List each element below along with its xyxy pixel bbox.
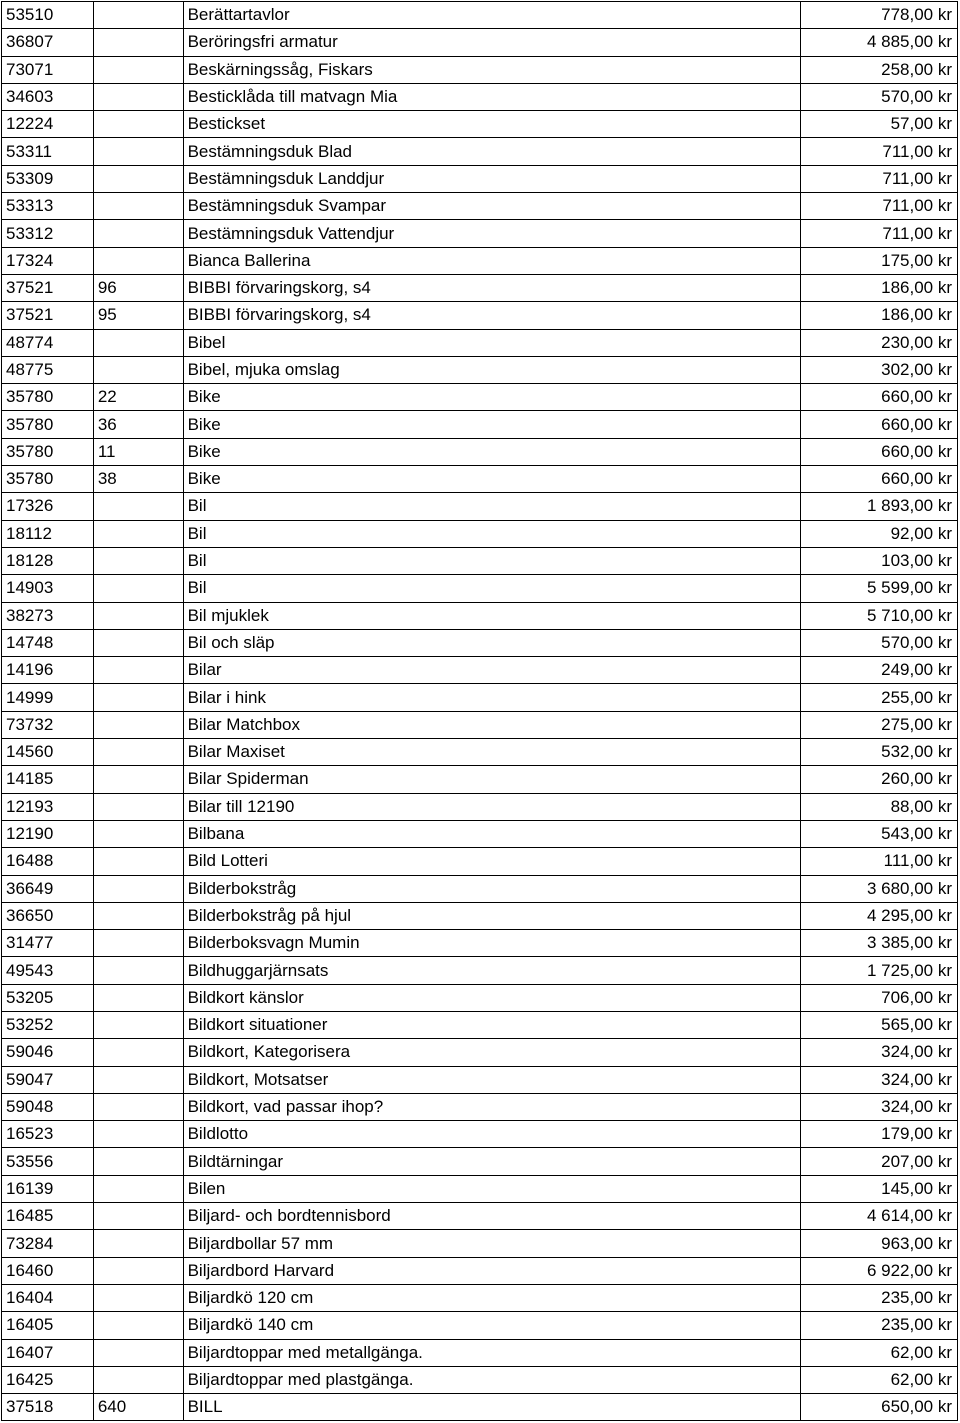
- price-cell: 92,00 kr: [801, 520, 958, 547]
- article-number-cell: 17324: [2, 247, 94, 274]
- table-row: [2, 1066, 958, 1093]
- product-name-cell: Biljardkö 120 cm: [183, 1284, 801, 1311]
- product-name-cell: Bildkort, Motsatser: [183, 1066, 801, 1093]
- article-number-cell: 59047: [2, 1066, 94, 1093]
- variant-cell: 640: [93, 1394, 183, 1421]
- article-number-cell: 53252: [2, 1011, 94, 1038]
- variant-cell: [93, 1203, 183, 1230]
- article-number-cell: 59048: [2, 1093, 94, 1120]
- variant-cell: [93, 1366, 183, 1393]
- product-name-cell: Bildkort, Kategorisera: [183, 1039, 801, 1066]
- variant-cell: 11: [93, 438, 183, 465]
- variant-cell: [93, 575, 183, 602]
- table-row: [2, 520, 958, 547]
- product-name-cell: Berättartavlor: [183, 2, 801, 29]
- price-cell: 57,00 kr: [801, 111, 958, 138]
- article-number-cell: 14999: [2, 684, 94, 711]
- variant-cell: [93, 111, 183, 138]
- table-row: [2, 1093, 958, 1120]
- article-number-cell: 16405: [2, 1312, 94, 1339]
- table-row: [2, 575, 958, 602]
- price-cell: 565,00 kr: [801, 1011, 958, 1038]
- table-row: [2, 875, 958, 902]
- variant-cell: [93, 684, 183, 711]
- table-row: [2, 1312, 958, 1339]
- table-row: [2, 1394, 958, 1421]
- table-row: [2, 83, 958, 110]
- variant-cell: [93, 1093, 183, 1120]
- variant-cell: [93, 657, 183, 684]
- table-row: [2, 1203, 958, 1230]
- article-number-cell: 16485: [2, 1203, 94, 1230]
- price-cell: 4 885,00 kr: [801, 29, 958, 56]
- variant-cell: [93, 711, 183, 738]
- product-name-cell: Bildlotto: [183, 1121, 801, 1148]
- article-number-cell: 37518: [2, 1394, 94, 1421]
- article-number-cell: 12193: [2, 793, 94, 820]
- article-number-cell: 16488: [2, 848, 94, 875]
- article-number-cell: 53312: [2, 220, 94, 247]
- table-row: [2, 193, 958, 220]
- article-number-cell: 14185: [2, 766, 94, 793]
- article-number-cell: 37521: [2, 302, 94, 329]
- product-name-cell: Bestämningsduk Svampar: [183, 193, 801, 220]
- product-name-cell: Besticklåda till matvagn Mia: [183, 83, 801, 110]
- article-number-cell: 18128: [2, 547, 94, 574]
- product-name-cell: Bildkort situationer: [183, 1011, 801, 1038]
- table-row: [2, 138, 958, 165]
- price-cell: 207,00 kr: [801, 1148, 958, 1175]
- article-number-cell: 35780: [2, 466, 94, 493]
- price-cell: 260,00 kr: [801, 766, 958, 793]
- variant-cell: [93, 1121, 183, 1148]
- variant-cell: [93, 902, 183, 929]
- variant-cell: [93, 1066, 183, 1093]
- table-row: [2, 329, 958, 356]
- variant-cell: [93, 83, 183, 110]
- price-cell: 778,00 kr: [801, 2, 958, 29]
- price-cell: 570,00 kr: [801, 629, 958, 656]
- article-number-cell: 14560: [2, 739, 94, 766]
- product-name-cell: Bilderbokstråg: [183, 875, 801, 902]
- variant-cell: [93, 220, 183, 247]
- price-cell: 88,00 kr: [801, 793, 958, 820]
- price-cell: 186,00 kr: [801, 302, 958, 329]
- article-number-cell: 73071: [2, 56, 94, 83]
- variant-cell: [93, 193, 183, 220]
- product-name-cell: Beröringsfri armatur: [183, 29, 801, 56]
- price-cell: 103,00 kr: [801, 547, 958, 574]
- table-row: [2, 1284, 958, 1311]
- variant-cell: 22: [93, 384, 183, 411]
- price-cell: 6 922,00 kr: [801, 1257, 958, 1284]
- table-row: [2, 766, 958, 793]
- price-cell: 4 614,00 kr: [801, 1203, 958, 1230]
- product-name-cell: Biljardbollar 57 mm: [183, 1230, 801, 1257]
- product-name-cell: Bianca Ballerina: [183, 247, 801, 274]
- article-number-cell: 14196: [2, 657, 94, 684]
- price-cell: 3 385,00 kr: [801, 930, 958, 957]
- price-cell: 5 710,00 kr: [801, 602, 958, 629]
- product-name-cell: Bilderboksvagn Mumin: [183, 930, 801, 957]
- table-row: [2, 220, 958, 247]
- variant-cell: [93, 1175, 183, 1202]
- product-name-cell: Bildtärningar: [183, 1148, 801, 1175]
- article-number-cell: 14748: [2, 629, 94, 656]
- price-cell: 258,00 kr: [801, 56, 958, 83]
- variant-cell: [93, 165, 183, 192]
- product-name-cell: Bil: [183, 575, 801, 602]
- product-name-cell: Bil: [183, 493, 801, 520]
- article-number-cell: 35780: [2, 411, 94, 438]
- table-row: [2, 1175, 958, 1202]
- article-number-cell: 17326: [2, 493, 94, 520]
- article-number-cell: 34603: [2, 83, 94, 110]
- price-cell: 111,00 kr: [801, 848, 958, 875]
- table-row: [2, 1230, 958, 1257]
- product-name-cell: Bike: [183, 384, 801, 411]
- table-row: [2, 602, 958, 629]
- article-number-cell: 73732: [2, 711, 94, 738]
- article-number-cell: 16139: [2, 1175, 94, 1202]
- variant-cell: [93, 2, 183, 29]
- table-row: [2, 1366, 958, 1393]
- product-name-cell: Beskärningssåg, Fiskars: [183, 56, 801, 83]
- variant-cell: [93, 329, 183, 356]
- article-number-cell: 73284: [2, 1230, 94, 1257]
- variant-cell: [93, 547, 183, 574]
- table-row: [2, 1148, 958, 1175]
- table-row: [2, 56, 958, 83]
- product-name-cell: Bilar Matchbox: [183, 711, 801, 738]
- product-name-cell: Bike: [183, 466, 801, 493]
- article-number-cell: 16460: [2, 1257, 94, 1284]
- price-cell: 5 599,00 kr: [801, 575, 958, 602]
- price-cell: 650,00 kr: [801, 1394, 958, 1421]
- variant-cell: [93, 29, 183, 56]
- table-row: [2, 1339, 958, 1366]
- product-name-cell: Bil och släp: [183, 629, 801, 656]
- price-cell: 145,00 kr: [801, 1175, 958, 1202]
- variant-cell: [93, 1312, 183, 1339]
- price-cell: 302,00 kr: [801, 356, 958, 383]
- table-row: [2, 1011, 958, 1038]
- article-number-cell: 38273: [2, 602, 94, 629]
- variant-cell: [93, 739, 183, 766]
- price-cell: 324,00 kr: [801, 1039, 958, 1066]
- table-row: [2, 1257, 958, 1284]
- table-row: [2, 384, 958, 411]
- product-name-cell: Bilar Maxiset: [183, 739, 801, 766]
- article-number-cell: 59046: [2, 1039, 94, 1066]
- product-name-cell: Biljardkö 140 cm: [183, 1312, 801, 1339]
- table-row: [2, 793, 958, 820]
- article-number-cell: 48774: [2, 329, 94, 356]
- product-name-cell: Bilbana: [183, 820, 801, 847]
- product-name-cell: Bildhuggarjärnsats: [183, 957, 801, 984]
- article-number-cell: 36649: [2, 875, 94, 902]
- table-row: [2, 711, 958, 738]
- variant-cell: [93, 848, 183, 875]
- price-cell: 4 295,00 kr: [801, 902, 958, 929]
- product-name-cell: Bibel, mjuka omslag: [183, 356, 801, 383]
- table-row: [2, 493, 958, 520]
- variant-cell: [93, 766, 183, 793]
- product-name-cell: Bilen: [183, 1175, 801, 1202]
- article-number-cell: 16407: [2, 1339, 94, 1366]
- table-row: [2, 1039, 958, 1066]
- price-cell: 186,00 kr: [801, 274, 958, 301]
- product-name-cell: Bil mjuklek: [183, 602, 801, 629]
- table-row: [2, 411, 958, 438]
- product-name-cell: Biljardbord Harvard: [183, 1257, 801, 1284]
- product-name-cell: Bilar i hink: [183, 684, 801, 711]
- product-name-cell: Bil: [183, 520, 801, 547]
- variant-cell: 38: [93, 466, 183, 493]
- price-cell: 570,00 kr: [801, 83, 958, 110]
- price-cell: 963,00 kr: [801, 1230, 958, 1257]
- table-row: [2, 657, 958, 684]
- table-row: [2, 1121, 958, 1148]
- price-cell: 62,00 kr: [801, 1339, 958, 1366]
- product-name-cell: Bestämningsduk Blad: [183, 138, 801, 165]
- article-number-cell: 12190: [2, 820, 94, 847]
- table-row: [2, 684, 958, 711]
- table-row: [2, 274, 958, 301]
- price-cell: 1 893,00 kr: [801, 493, 958, 520]
- article-number-cell: 53313: [2, 193, 94, 220]
- product-name-cell: Bild Lotteri: [183, 848, 801, 875]
- price-cell: 543,00 kr: [801, 820, 958, 847]
- table-row: [2, 302, 958, 329]
- table-row: [2, 820, 958, 847]
- price-cell: 660,00 kr: [801, 384, 958, 411]
- article-number-cell: 35780: [2, 384, 94, 411]
- price-cell: 660,00 kr: [801, 438, 958, 465]
- price-cell: 175,00 kr: [801, 247, 958, 274]
- article-number-cell: 16523: [2, 1121, 94, 1148]
- product-name-cell: BIBBI förvaringskorg, s4: [183, 274, 801, 301]
- table-row: [2, 957, 958, 984]
- article-number-cell: 53205: [2, 984, 94, 1011]
- price-cell: 660,00 kr: [801, 466, 958, 493]
- price-cell: 324,00 kr: [801, 1066, 958, 1093]
- product-name-cell: Bilar till 12190: [183, 793, 801, 820]
- variant-cell: [93, 1230, 183, 1257]
- price-cell: 660,00 kr: [801, 411, 958, 438]
- table-row: [2, 930, 958, 957]
- variant-cell: [93, 1284, 183, 1311]
- price-cell: 249,00 kr: [801, 657, 958, 684]
- variant-cell: [93, 957, 183, 984]
- variant-cell: [93, 820, 183, 847]
- product-name-cell: Bilar Spiderman: [183, 766, 801, 793]
- variant-cell: [93, 984, 183, 1011]
- table-row: [2, 29, 958, 56]
- variant-cell: [93, 1148, 183, 1175]
- article-number-cell: 48775: [2, 356, 94, 383]
- price-cell: 3 680,00 kr: [801, 875, 958, 902]
- table-row: [2, 438, 958, 465]
- article-number-cell: 37521: [2, 274, 94, 301]
- table-row: [2, 848, 958, 875]
- price-cell: 711,00 kr: [801, 138, 958, 165]
- variant-cell: [93, 520, 183, 547]
- product-name-cell: BIBBI förvaringskorg, s4: [183, 302, 801, 329]
- article-number-cell: 14903: [2, 575, 94, 602]
- article-number-cell: 53510: [2, 2, 94, 29]
- table-row: [2, 111, 958, 138]
- price-cell: 179,00 kr: [801, 1121, 958, 1148]
- article-number-cell: 35780: [2, 438, 94, 465]
- article-number-cell: 53309: [2, 165, 94, 192]
- article-number-cell: 36807: [2, 29, 94, 56]
- article-number-cell: 53556: [2, 1148, 94, 1175]
- price-cell: 230,00 kr: [801, 329, 958, 356]
- variant-cell: 96: [93, 274, 183, 301]
- product-name-cell: Biljardtoppar med plastgänga.: [183, 1366, 801, 1393]
- product-name-cell: Biljardtoppar med metallgänga.: [183, 1339, 801, 1366]
- product-name-cell: Bildkort känslor: [183, 984, 801, 1011]
- price-cell: 324,00 kr: [801, 1093, 958, 1120]
- product-name-cell: Bike: [183, 438, 801, 465]
- article-number-cell: 16425: [2, 1366, 94, 1393]
- table-row: [2, 247, 958, 274]
- table-row: [2, 629, 958, 656]
- price-cell: 235,00 kr: [801, 1312, 958, 1339]
- table-row: [2, 356, 958, 383]
- variant-cell: [93, 793, 183, 820]
- product-name-cell: Bike: [183, 411, 801, 438]
- article-number-cell: 12224: [2, 111, 94, 138]
- table-row: [2, 984, 958, 1011]
- product-name-cell: Bestämningsduk Vattendjur: [183, 220, 801, 247]
- product-name-cell: Bilderbokstråg på hjul: [183, 902, 801, 929]
- variant-cell: 36: [93, 411, 183, 438]
- price-cell: 62,00 kr: [801, 1366, 958, 1393]
- product-name-cell: Bil: [183, 547, 801, 574]
- article-number-cell: 49543: [2, 957, 94, 984]
- article-number-cell: 36650: [2, 902, 94, 929]
- product-name-cell: Biljard- och bordtennisbord: [183, 1203, 801, 1230]
- price-cell: 711,00 kr: [801, 165, 958, 192]
- product-name-cell: BILL: [183, 1394, 801, 1421]
- variant-cell: [93, 875, 183, 902]
- price-list-body: [2, 2, 958, 1421]
- table-row: [2, 739, 958, 766]
- price-cell: 235,00 kr: [801, 1284, 958, 1311]
- article-number-cell: 16404: [2, 1284, 94, 1311]
- variant-cell: [93, 1039, 183, 1066]
- product-name-cell: Bibel: [183, 329, 801, 356]
- article-number-cell: 31477: [2, 930, 94, 957]
- price-cell: 706,00 kr: [801, 984, 958, 1011]
- product-name-cell: Bestämningsduk Landdjur: [183, 165, 801, 192]
- variant-cell: [93, 930, 183, 957]
- variant-cell: [93, 356, 183, 383]
- variant-cell: [93, 138, 183, 165]
- variant-cell: [93, 629, 183, 656]
- product-name-cell: Bestickset: [183, 111, 801, 138]
- table-row: [2, 466, 958, 493]
- product-name-cell: Bildkort, vad passar ihop?: [183, 1093, 801, 1120]
- table-row: [2, 165, 958, 192]
- product-name-cell: Bilar: [183, 657, 801, 684]
- variant-cell: [93, 493, 183, 520]
- article-number-cell: 18112: [2, 520, 94, 547]
- article-number-cell: 53311: [2, 138, 94, 165]
- price-cell: 711,00 kr: [801, 193, 958, 220]
- variant-cell: [93, 1339, 183, 1366]
- variant-cell: [93, 56, 183, 83]
- variant-cell: [93, 1257, 183, 1284]
- variant-cell: [93, 602, 183, 629]
- table-row: [2, 2, 958, 29]
- table-row: [2, 547, 958, 574]
- variant-cell: 95: [93, 302, 183, 329]
- price-cell: 255,00 kr: [801, 684, 958, 711]
- price-cell: 711,00 kr: [801, 220, 958, 247]
- variant-cell: [93, 247, 183, 274]
- table-row: [2, 902, 958, 929]
- price-cell: 1 725,00 kr: [801, 957, 958, 984]
- variant-cell: [93, 1011, 183, 1038]
- price-list-table: [1, 1, 958, 1421]
- price-cell: 532,00 kr: [801, 739, 958, 766]
- price-cell: 275,00 kr: [801, 711, 958, 738]
